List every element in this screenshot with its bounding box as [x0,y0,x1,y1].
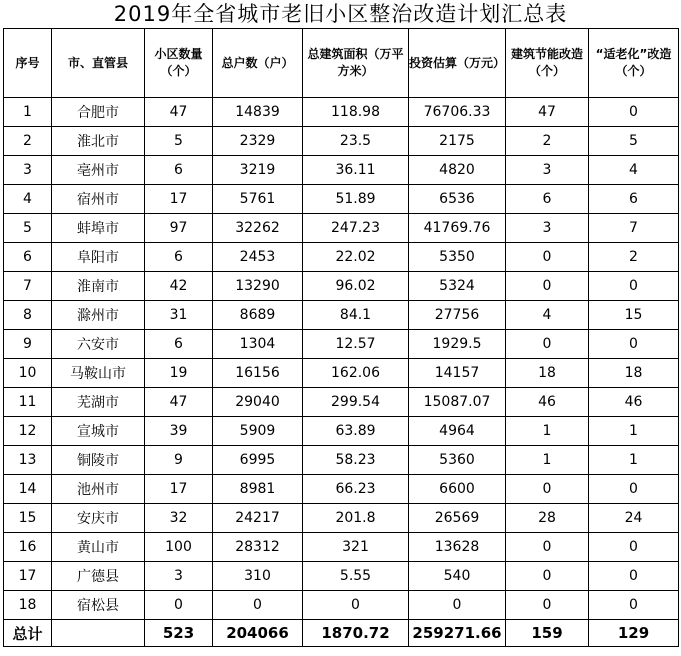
cell-energy-retrofit: 0 [506,330,589,359]
cell-city: 蚌埠市 [52,214,145,243]
cell-elderly-retrofit: 1 [589,446,679,475]
cell-households: 5761 [213,185,303,214]
table-row [4,562,679,591]
table-row [4,417,679,446]
cell-households: 32262 [213,214,303,243]
cell-index: 14 [4,475,52,504]
cell-floor-area: 12.57 [303,330,409,359]
cell-city: 广德县 [52,562,145,591]
cell-elderly-retrofit: 6 [589,185,679,214]
table-row [4,185,679,214]
total-floor-area: 1870.72 [303,620,409,647]
cell-floor-area: 118.98 [303,98,409,127]
cell-investment: 0 [409,591,506,620]
header-city: 市、直管县 [52,29,145,98]
cell-elderly-retrofit: 0 [589,272,679,301]
cell-city: 马鞍山市 [52,359,145,388]
cell-community-count: 5 [145,127,213,156]
cell-city: 合肥市 [52,98,145,127]
cell-community-count: 3 [145,562,213,591]
cell-households: 29040 [213,388,303,417]
cell-city: 芜湖市 [52,388,145,417]
cell-investment: 2175 [409,127,506,156]
cell-investment: 41769.76 [409,214,506,243]
cell-city: 六安市 [52,330,145,359]
cell-elderly-retrofit: 0 [589,591,679,620]
table-row [4,388,679,417]
cell-households: 8689 [213,301,303,330]
cell-floor-area: 299.54 [303,388,409,417]
cell-energy-retrofit: 1 [506,417,589,446]
cell-households: 24217 [213,504,303,533]
table-row [4,243,679,272]
cell-investment: 26569 [409,504,506,533]
cell-index: 18 [4,591,52,620]
cell-index: 9 [4,330,52,359]
total-households: 204066 [213,620,303,647]
cell-energy-retrofit: 3 [506,156,589,185]
cell-community-count: 9 [145,446,213,475]
cell-city: 淮北市 [52,127,145,156]
cell-city: 铜陵市 [52,446,145,475]
cell-households: 16156 [213,359,303,388]
cell-index: 2 [4,127,52,156]
cell-city: 宿州市 [52,185,145,214]
cell-floor-area: 0 [303,591,409,620]
cell-households: 6995 [213,446,303,475]
cell-index: 12 [4,417,52,446]
cell-community-count: 31 [145,301,213,330]
cell-energy-retrofit: 18 [506,359,589,388]
total-energy-retrofit: 159 [506,620,589,647]
cell-city: 宣城市 [52,417,145,446]
cell-community-count: 17 [145,185,213,214]
cell-investment: 5350 [409,243,506,272]
cell-investment: 6536 [409,185,506,214]
header-investment: 投资估算（万元） [409,29,506,98]
cell-index: 6 [4,243,52,272]
total-elderly-retrofit: 129 [589,620,679,647]
cell-community-count: 39 [145,417,213,446]
cell-index: 13 [4,446,52,475]
cell-community-count: 6 [145,330,213,359]
cell-community-count: 6 [145,156,213,185]
cell-elderly-retrofit: 0 [589,330,679,359]
cell-index: 3 [4,156,52,185]
cell-community-count: 19 [145,359,213,388]
cell-investment: 4820 [409,156,506,185]
table-row [4,301,679,330]
table-row [4,591,679,620]
cell-households: 8981 [213,475,303,504]
cell-floor-area: 5.55 [303,562,409,591]
cell-elderly-retrofit: 1 [589,417,679,446]
cell-investment: 13628 [409,533,506,562]
cell-elderly-retrofit: 7 [589,214,679,243]
cell-index: 4 [4,185,52,214]
cell-floor-area: 66.23 [303,475,409,504]
cell-investment: 6600 [409,475,506,504]
cell-floor-area: 321 [303,533,409,562]
cell-city: 滁州市 [52,301,145,330]
cell-elderly-retrofit: 0 [589,562,679,591]
page-title: 2019年全省城市老旧小区整治改造计划汇总表 [113,2,568,26]
table-row [4,504,679,533]
total-city [52,620,145,647]
table-row [4,475,679,504]
cell-city: 安庆市 [52,504,145,533]
header-energy-retrofit: 建筑节能改造（个） [506,29,589,98]
total-row [4,620,679,647]
cell-floor-area: 22.02 [303,243,409,272]
cell-floor-area: 247.23 [303,214,409,243]
cell-energy-retrofit: 3 [506,214,589,243]
cell-index: 10 [4,359,52,388]
header-community-count: 小区数量（个） [145,29,213,98]
cell-elderly-retrofit: 18 [589,359,679,388]
cell-index: 11 [4,388,52,417]
table-row [4,98,679,127]
header-households: 总户数（户） [213,29,303,98]
cell-floor-area: 23.5 [303,127,409,156]
cell-community-count: 97 [145,214,213,243]
cell-energy-retrofit: 1 [506,446,589,475]
cell-floor-area: 58.23 [303,446,409,475]
cell-households: 3219 [213,156,303,185]
cell-energy-retrofit: 4 [506,301,589,330]
cell-index: 15 [4,504,52,533]
table-row [4,272,679,301]
cell-elderly-retrofit: 24 [589,504,679,533]
cell-floor-area: 96.02 [303,272,409,301]
table-row [4,156,679,185]
cell-community-count: 42 [145,272,213,301]
table-row [4,359,679,388]
cell-city: 池州市 [52,475,145,504]
cell-energy-retrofit: 2 [506,127,589,156]
cell-index: 8 [4,301,52,330]
cell-energy-retrofit: 47 [506,98,589,127]
cell-floor-area: 36.11 [303,156,409,185]
cell-elderly-retrofit: 0 [589,98,679,127]
cell-community-count: 32 [145,504,213,533]
total-index: 总计 [4,620,52,647]
cell-elderly-retrofit: 0 [589,533,679,562]
total-community-count: 523 [145,620,213,647]
cell-investment: 27756 [409,301,506,330]
cell-index: 17 [4,562,52,591]
cell-city: 黄山市 [52,533,145,562]
cell-community-count: 6 [145,243,213,272]
cell-energy-retrofit: 0 [506,243,589,272]
cell-city: 亳州市 [52,156,145,185]
table-row [4,330,679,359]
cell-energy-retrofit: 0 [506,272,589,301]
cell-city: 阜阳市 [52,243,145,272]
cell-index: 5 [4,214,52,243]
cell-elderly-retrofit: 15 [589,301,679,330]
cell-elderly-retrofit: 4 [589,156,679,185]
header-elderly-retrofit: “适老化”改造（个） [589,29,679,98]
table-row [4,446,679,475]
cell-investment: 5324 [409,272,506,301]
cell-energy-retrofit: 6 [506,185,589,214]
header-floor-area: 总建筑面积（万平方米） [303,29,409,98]
cell-floor-area: 201.8 [303,504,409,533]
cell-households: 2329 [213,127,303,156]
cell-elderly-retrofit: 2 [589,243,679,272]
cell-floor-area: 162.06 [303,359,409,388]
summary-table [3,28,679,647]
cell-households: 2453 [213,243,303,272]
cell-energy-retrofit: 28 [506,504,589,533]
cell-energy-retrofit: 0 [506,475,589,504]
cell-elderly-retrofit: 46 [589,388,679,417]
cell-community-count: 0 [145,591,213,620]
cell-city: 淮南市 [52,272,145,301]
cell-floor-area: 51.89 [303,185,409,214]
cell-households: 13290 [213,272,303,301]
cell-investment: 15087.07 [409,388,506,417]
cell-energy-retrofit: 0 [506,562,589,591]
cell-energy-retrofit: 46 [506,388,589,417]
cell-households: 28312 [213,533,303,562]
cell-community-count: 17 [145,475,213,504]
cell-households: 0 [213,591,303,620]
cell-floor-area: 63.89 [303,417,409,446]
cell-index: 1 [4,98,52,127]
cell-elderly-retrofit: 5 [589,127,679,156]
cell-floor-area: 84.1 [303,301,409,330]
cell-community-count: 47 [145,98,213,127]
cell-index: 7 [4,272,52,301]
cell-elderly-retrofit: 0 [589,475,679,504]
cell-investment: 14157 [409,359,506,388]
cell-investment: 1929.5 [409,330,506,359]
cell-households: 310 [213,562,303,591]
table-row [4,533,679,562]
cell-households: 1304 [213,330,303,359]
cell-investment: 5360 [409,446,506,475]
table-row [4,127,679,156]
header-index: 序号 [4,29,52,98]
cell-households: 14839 [213,98,303,127]
header-row [4,29,679,98]
cell-index: 16 [4,533,52,562]
cell-households: 5909 [213,417,303,446]
cell-community-count: 100 [145,533,213,562]
table-body [4,98,679,647]
cell-investment: 540 [409,562,506,591]
cell-city: 宿松县 [52,591,145,620]
cell-investment: 4964 [409,417,506,446]
cell-energy-retrofit: 0 [506,591,589,620]
cell-energy-retrofit: 0 [506,533,589,562]
table-row [4,214,679,243]
cell-investment: 76706.33 [409,98,506,127]
total-investment: 259271.66 [409,620,506,647]
cell-community-count: 47 [145,388,213,417]
